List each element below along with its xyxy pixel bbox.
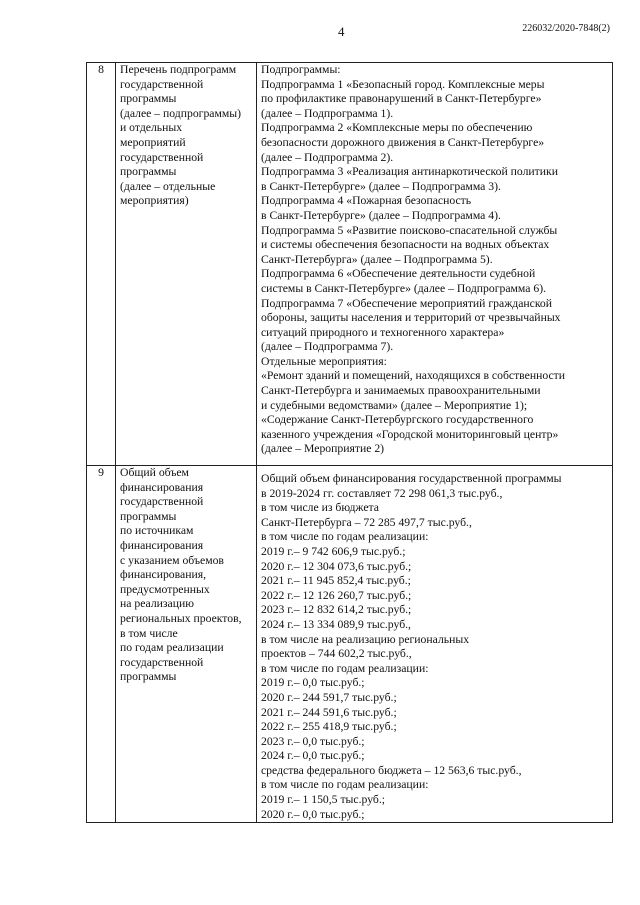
label-line: государственной (120, 495, 204, 509)
label-line: Перечень подпрограмм (120, 63, 237, 76)
content-line: 2021 г.– 244 591,6 тыс.руб.; (261, 705, 397, 719)
content-line: средства федерального бюджета – 12 563,6 тыс.руб., (261, 763, 522, 777)
content-line: 2020 г.– 244 591,7 тыс.руб.; (261, 690, 397, 704)
label-line: программы (120, 509, 177, 523)
content-line: проектов – 744 602,2 тыс.руб., (261, 647, 412, 661)
content-line: Подпрограммы: (261, 63, 341, 76)
label-line: (далее – подпрограммы) (120, 106, 242, 120)
content-line: Санкт-Петербурга и занимаемых правоохранительными (261, 384, 541, 398)
content-line: 2019 г.– 9 742 606,9 тыс.руб.; (261, 544, 406, 558)
row-number: 8 (87, 63, 116, 466)
page-number: 4 (338, 24, 345, 39)
label-line: программы (120, 92, 177, 106)
content-line: 2021 г.– 11 945 852,4 тыс.руб.; (261, 574, 411, 588)
label-line: и отдельных (120, 121, 183, 135)
content-line: в Санкт-Петербурге» (далее – Подпрограмма 3). (261, 179, 501, 193)
content-line: ситуаций природного и техногенного характера» (261, 325, 505, 339)
content-line: Подпрограмма 7 «Обеспечение мероприятий гражданской (261, 296, 553, 310)
label-line: государственной (120, 77, 204, 91)
content-line: в том числе по годам реализации: (261, 661, 429, 675)
document-id: 226032/2020-7848(2) (522, 23, 610, 34)
content-line: в 2019-2024 гг. составляет 72 298 061,3 тыс.руб., (261, 486, 503, 500)
label-line: программы (120, 670, 177, 684)
row-content (257, 466, 613, 823)
content-line: «Ремонт зданий и помещений, находящихся в собственности (261, 369, 566, 383)
label-line: предусмотренных (120, 582, 210, 596)
content-line: (далее – Подпрограмма 7). (261, 340, 394, 354)
content-line: в том числе по годам реализации: (261, 530, 429, 544)
label-line: на реализацию (120, 597, 194, 611)
content-line: безопасности дорожного движения в Санкт-Петербурге» (261, 135, 545, 149)
content-line: 2020 г.– 0,0 тыс.руб.; (261, 807, 365, 821)
content-line: Подпрограмма 1 «Безопасный город. Комплексные меры (261, 77, 545, 91)
content-line: 2023 г.– 0,0 тыс.руб.; (261, 734, 365, 748)
label-line: финансирования (120, 480, 204, 494)
content-line: Подпрограмма 2 «Комплексные меры по обеспечению (261, 121, 533, 135)
content-line: 2023 г.– 12 832 614,2 тыс.руб.; (261, 603, 412, 617)
content-line: по профилактике правонарушений в Санкт-Петербурге» (261, 92, 542, 106)
content-line: «Содержание Санкт-Петербургского государственного (261, 413, 534, 427)
content-line: системы в Санкт-Петербурге» (далее – Подпрограмма 6). (261, 281, 547, 295)
content-line: казенного учреждения «Городской мониторинговый центр» (261, 427, 559, 441)
label-line: по годам реализации (120, 641, 224, 655)
content-line: 2020 г.– 12 304 073,6 тыс.руб.; (261, 559, 412, 573)
content-line: 2019 г.– 1 150,5 тыс.руб.; (261, 793, 386, 807)
content-line: 2019 г.– 0,0 тыс.руб.; (261, 676, 365, 690)
label-line: в том числе (120, 626, 178, 640)
content-line: Санкт-Петербурга – 72 285 497,7 тыс.руб., (261, 515, 472, 529)
content-line: 2024 г.– 0,0 тыс.руб.; (261, 749, 365, 763)
content-line: и судебными ведомствами» (далее – Мероприятие 1); (261, 398, 528, 412)
row-content (257, 63, 613, 466)
content-line: Общий объем финансирования государственной программы (261, 472, 562, 485)
label-line: мероприятия) (120, 194, 189, 208)
table-row (87, 63, 613, 466)
content-line: Отдельные мероприятия: (261, 354, 387, 368)
label-line: (далее – отдельные (120, 179, 216, 193)
content-line: Подпрограмма 5 «Развитие поисково-спасательной службы (261, 223, 558, 237)
content-line: в том числе на реализацию региональных (261, 632, 470, 646)
content-line: и системы обеспечения безопасности на водных объектах (261, 238, 550, 252)
content-line: в Санкт-Петербурге» (далее – Подпрограмма 4). (261, 208, 501, 222)
label-line: программы (120, 165, 177, 179)
row-label (116, 63, 257, 466)
label-line: по источникам (120, 524, 194, 538)
content-line: в том числе по годам реализации: (261, 778, 429, 792)
content-line: Подпрограмма 4 «Пожарная безопасность (261, 194, 472, 208)
content-line: (далее – Мероприятие 2) (261, 442, 385, 456)
label-line: с указанием объемов (120, 553, 224, 567)
label-line: Общий объем (120, 466, 189, 479)
row-number: 9 (87, 466, 116, 823)
label-line: региональных проектов, (120, 611, 242, 625)
label-line: финансирования (120, 538, 204, 552)
program-passport-table (86, 62, 613, 823)
content-line: (далее – Подпрограмма 1). (261, 106, 394, 120)
content-line: 2022 г.– 255 418,9 тыс.руб.; (261, 720, 397, 734)
content-line: (далее – Подпрограмма 2). (261, 150, 394, 164)
content-line: Подпрограмма 3 «Реализация антинаркотической политики (261, 165, 558, 179)
row-label (116, 466, 257, 823)
label-line: государственной (120, 150, 204, 164)
label-line: государственной (120, 655, 204, 669)
label-line: мероприятий (120, 135, 186, 149)
content-line: в том числе из бюджета (261, 501, 379, 515)
content-line: Подпрограмма 6 «Обеспечение деятельности судебной (261, 267, 536, 281)
content-line: обороны, защиты населения и территорий от чрезвычайных (261, 311, 561, 325)
label-line: финансирования, (120, 568, 207, 582)
table-row (87, 466, 613, 823)
content-line: 2024 г.– 13 334 089,9 тыс.руб., (261, 617, 411, 631)
content-line: 2022 г.– 12 126 260,7 тыс.руб.; (261, 588, 412, 602)
content-line: Санкт-Петербурга» (далее – Подпрограмма 5). (261, 252, 493, 266)
